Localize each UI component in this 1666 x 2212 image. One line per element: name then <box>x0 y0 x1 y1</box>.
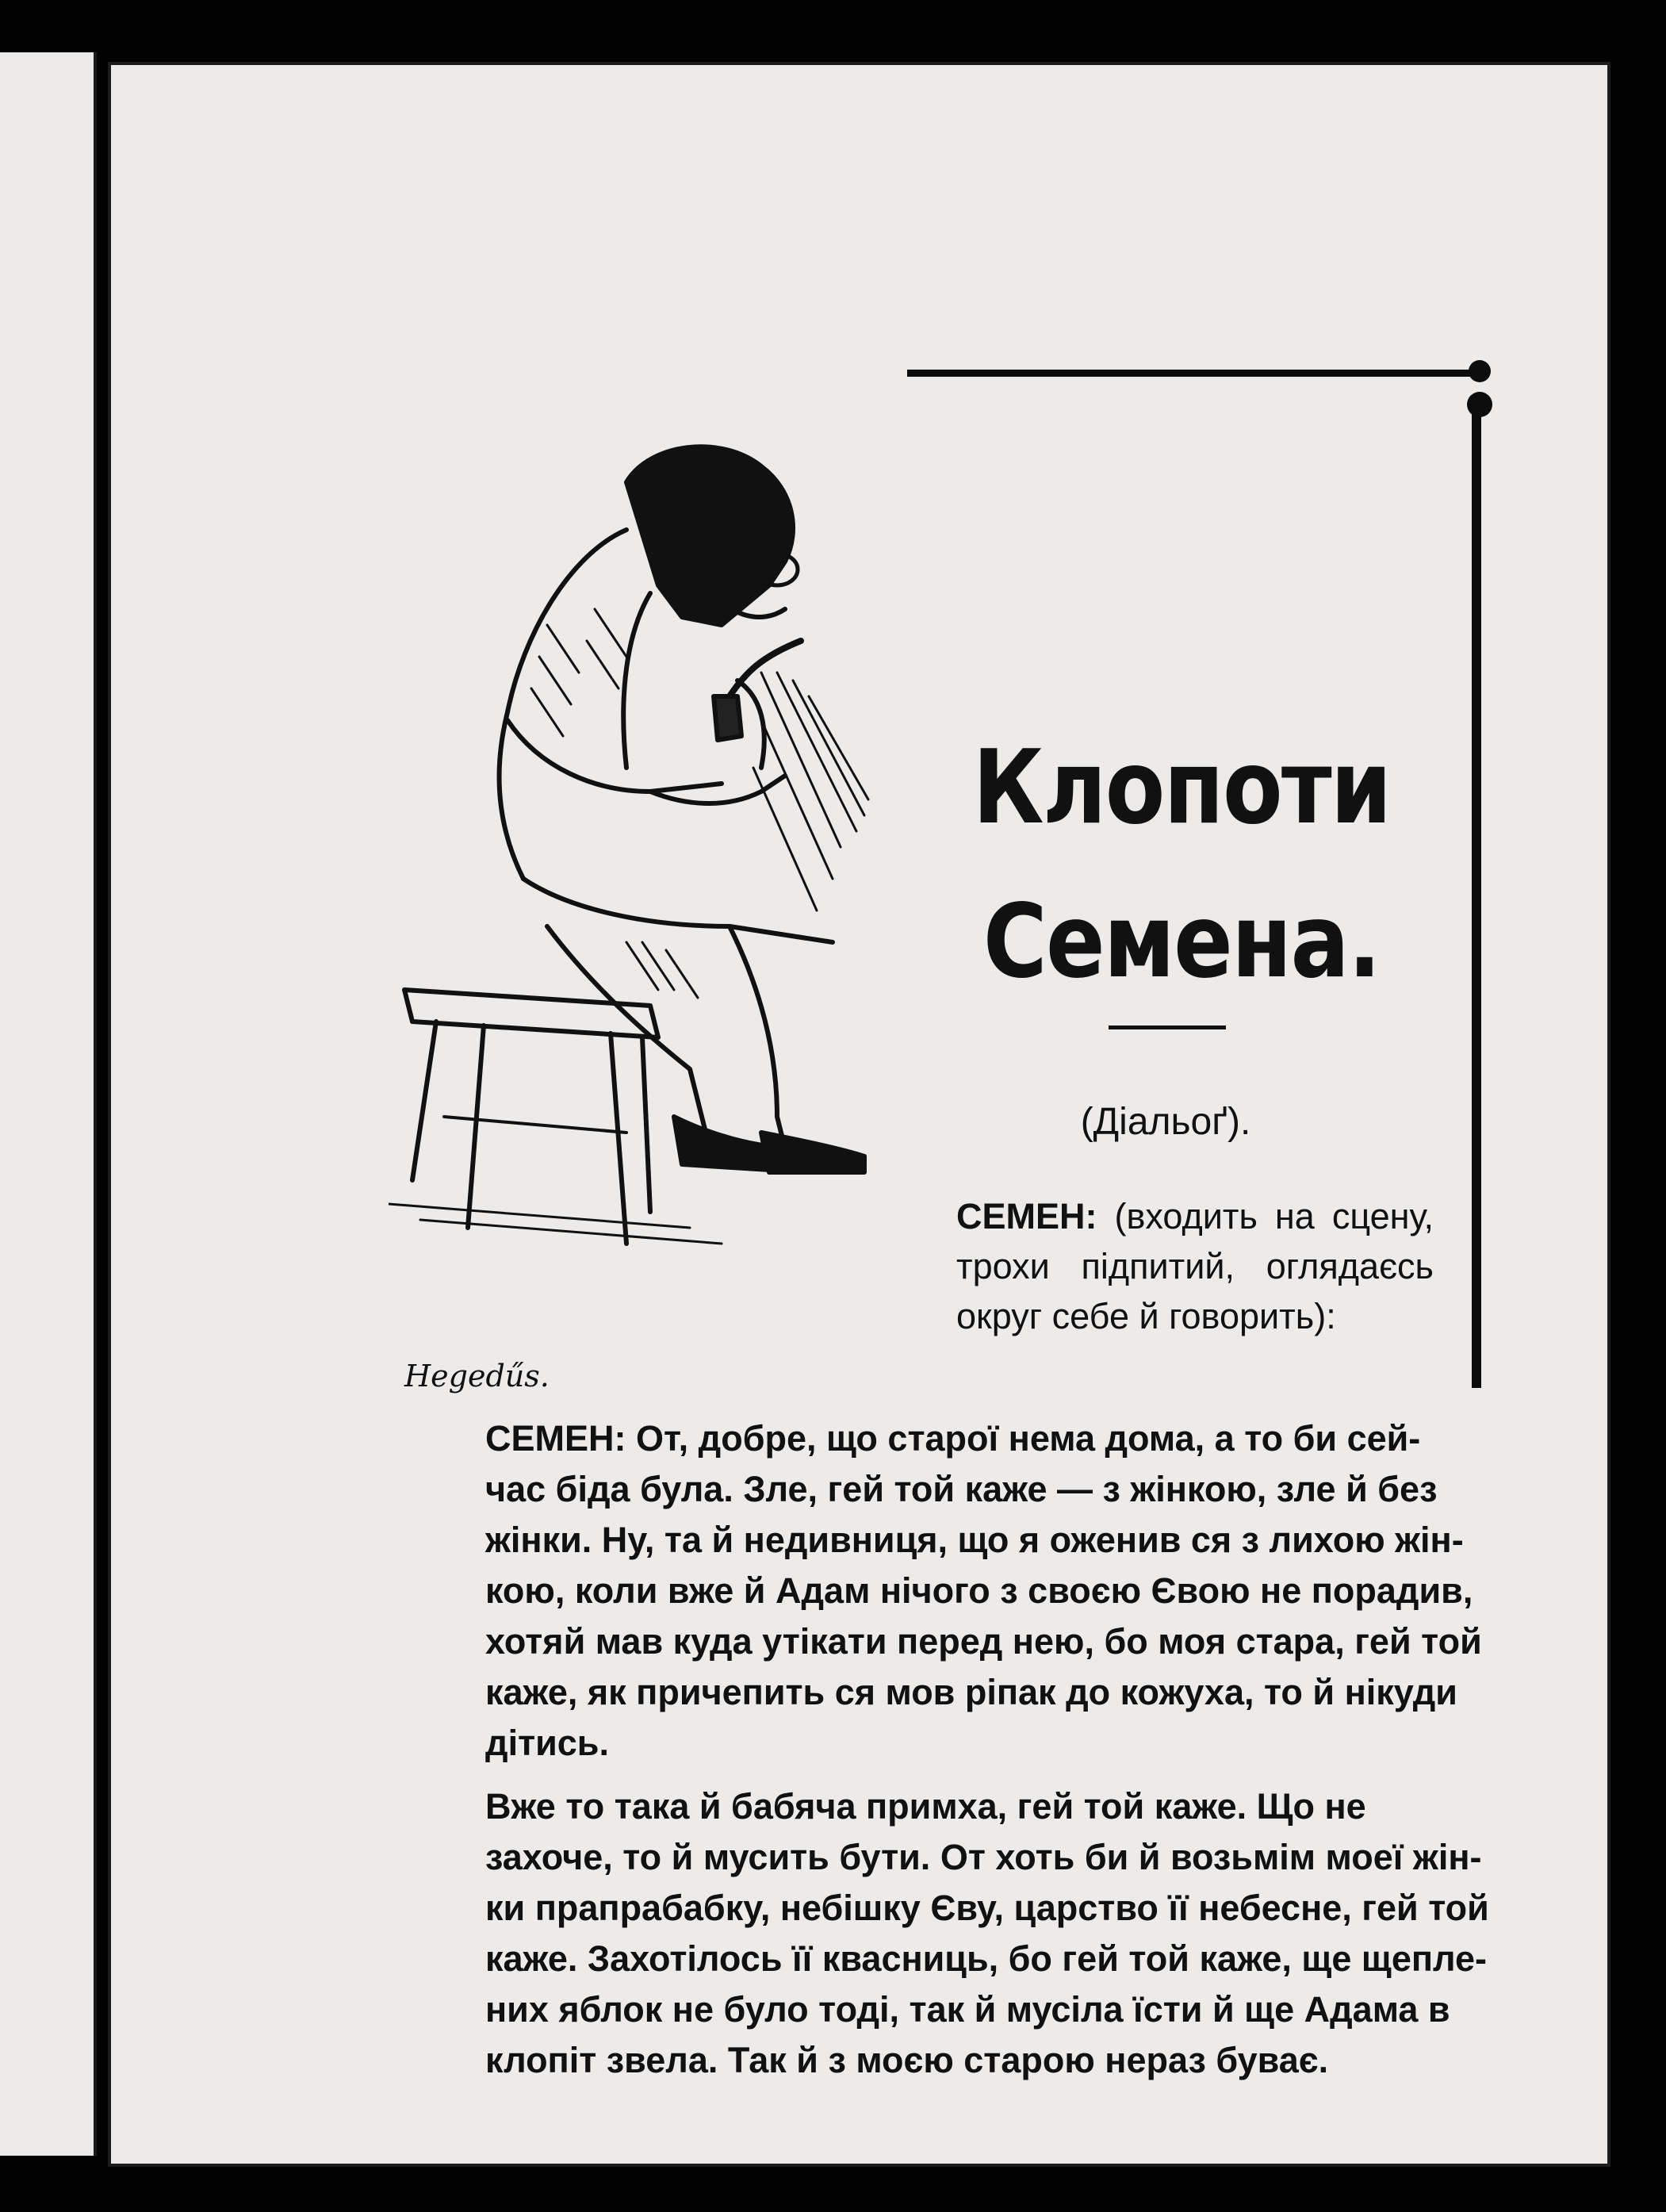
paragraph-line: От, добре, що старої нема дома, а то би сей- <box>636 1418 1421 1459</box>
paragraph-line: каже. Захотілось її квасниць, бо гей той каже, ще щепле- <box>485 1938 1488 1979</box>
paragraph-line: ки прапрабабку, небішку Єву, царство її небесне, гей той <box>485 1888 1489 1928</box>
paragraph-line: жінки. Ну, та й недивниця, що я оженив ся з лихою жін- <box>485 1520 1464 1560</box>
paragraph-line: час біда була. Зле, гей той каже — з жінкою, зле й без <box>485 1469 1438 1509</box>
paragraph-line: хотяй мав куда утікати перед нею, бо моя стара, гей той <box>485 1621 1482 1662</box>
paragraph-line: каже, як причепить ся мов ріпак до кожуха, то й нікуди <box>485 1672 1457 1712</box>
dialogue-paragraph-1 <box>408 1413 1519 1769</box>
page-title-line-2: Семена. <box>982 883 1381 1001</box>
speaker-name: СЕМЕН: <box>485 1418 626 1459</box>
paragraph-line: дітись. <box>485 1723 609 1763</box>
facing-page-edge <box>0 52 97 2156</box>
subtitle: (Діальоґ). <box>1080 1101 1251 1143</box>
illustration-signature: Hegedűs. <box>404 1359 550 1394</box>
paragraph-line: захоче, то й мусить бути. От хоть би й возьмім моеї жін- <box>485 1837 1482 1877</box>
dialogue-body <box>408 1413 1519 2099</box>
frame-ornament-dot <box>1469 360 1491 382</box>
frame-top-rule <box>907 370 1478 377</box>
page-title-line-1: Клопоти <box>972 729 1391 847</box>
stage-direction-text: (входить на сцену, трохи підпитий, оглядаєсь округ себе й говорить): <box>956 1196 1434 1336</box>
speaker-name: СЕМЕН: <box>956 1196 1097 1236</box>
paragraph-line: Вже то така й бабяча примха, гей той каже. Що не <box>485 1786 1366 1827</box>
paragraph-line: них яблок не було тоді, так й мусіла їсти й ще Адама в <box>485 1989 1450 2030</box>
book-page <box>108 62 1610 2167</box>
dialogue-paragraph-2 <box>408 1781 1519 2086</box>
paragraph-line: клопіт звела. Так й з моєю старою нераз буває. <box>485 2040 1329 2080</box>
stage-direction <box>956 1191 1434 1341</box>
seated-man-with-pipe-illustration <box>389 435 896 1406</box>
frame-right-rule <box>1472 404 1481 1388</box>
paragraph-line: кою, коли вже й Адам нічого з своєю Євою не порадив, <box>485 1570 1473 1611</box>
title-divider <box>1109 1025 1226 1029</box>
